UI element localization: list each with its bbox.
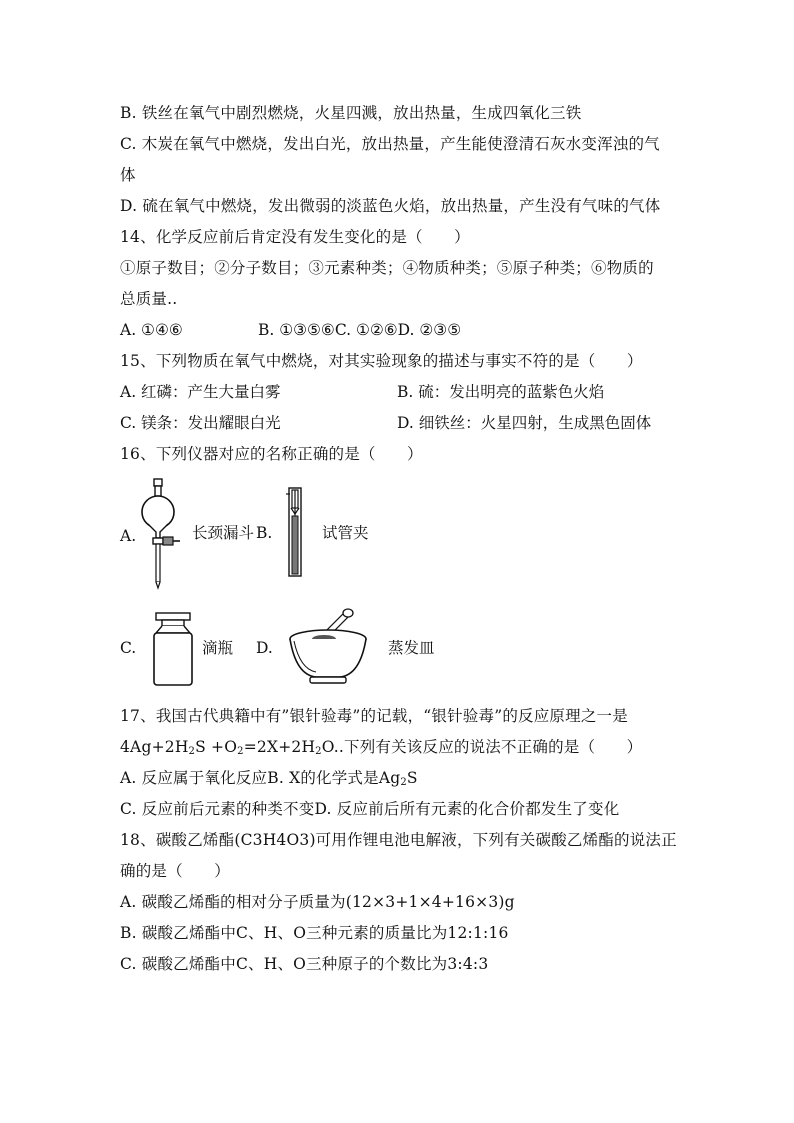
q17-eq-sub: 2 [188, 746, 196, 757]
q18-stem-line1: 18、碳酸乙烯酯(C3H4O3)可用作锂电池电解液，下列有关碳酸乙烯酯的说法正 [120, 831, 677, 849]
q16-stem: 16、下列仪器对应的名称正确的是（ ） [120, 445, 423, 463]
q18-option-b: B. 碳酸乙烯酯中C、H、O三种元素的质量比为12:1:16 [120, 924, 509, 942]
q17-ab-text: A. 反应属于氧化反应B. X的化学式是Ag [120, 769, 401, 787]
q17-eq-part: S +O [195, 738, 238, 756]
q18-option-a: A. 碳酸乙烯酯的相对分子质量为(12×3+1×4+16×3)g [120, 893, 515, 911]
q16-option-b-name: 试管夹 [322, 524, 369, 542]
q15-stem: 15、下列物质在氧气中燃烧，对其实验现象的描述与事实不符的是（ ） [120, 352, 643, 370]
q14-items-line2: 总质量.. [120, 290, 178, 308]
q14-options [120, 320, 720, 340]
q16-option-a-letter: A. [120, 527, 137, 545]
q13-option-d: D. 硫在氧气中燃烧，发出微弱的淡蓝色火焰，放出热量，产生没有气味的气体 [120, 197, 661, 215]
q18-option-c: C. 碳酸乙烯酯中C、H、O三种原子的个数比为3:4:3 [120, 955, 489, 973]
q15-option-d: D. 细铁丝：火星四射，生成黑色固体 [397, 414, 652, 432]
q17-eq-sub: 2 [315, 746, 322, 757]
separatory-funnel-image [140, 476, 190, 591]
q17-eq-part: =2X+2H [243, 738, 316, 756]
q17-eq-sub: 2 [237, 746, 244, 757]
q13-option-c-line1: C. 木炭在氧气中燃烧，发出白光，放出热量，产生能使澄清石灰水变浑浊的气 [120, 135, 660, 153]
q13-option-c-line2: 体 [120, 166, 136, 184]
q14-options-bcd: B. ①③⑤⑥C. ①②⑥D. ②③⑤ [258, 321, 462, 339]
q15-options-row2 [120, 413, 720, 433]
q13-option-b: B. 铁丝在氧气中剧烈燃烧，火星四溅，放出热量，生成四氧化三铁 [120, 104, 582, 122]
q15-option-a: A. 红磷：产生大量白雾 [120, 383, 281, 401]
q15-option-b: B. 硫：发出明亮的蓝紫色火焰 [397, 383, 605, 401]
reagent-bottle-image [148, 611, 198, 689]
q17-equation-line [120, 737, 642, 757]
q16-option-d-letter: D. [256, 639, 273, 657]
q18-stem-line2: 确的是（ ） [120, 862, 230, 880]
q17-options-ab [120, 768, 418, 788]
q14-stem: 14、化学反应前后肯定没有发生变化的是（ ） [120, 228, 470, 246]
q15-option-c: C. 镁条：发出耀眼白光 [120, 414, 281, 432]
q17-eq-part: O..下列有关该反应的说法不正确的是（ ） [321, 738, 643, 756]
q14-option-a: A. ①④⑥ [120, 321, 183, 339]
q16-option-b-letter: B. [256, 524, 273, 542]
test-tube-holder-image [282, 486, 306, 580]
q17-ab-text: S [406, 769, 418, 787]
q15-options-row1 [120, 382, 720, 402]
q16-option-c-letter: C. [120, 639, 137, 657]
q16-option-d-name: 蒸发皿 [388, 639, 435, 657]
q14-items-line1: ①原子数目；②分子数目；③元素种类；④物质种类；⑤原子种类；⑥物质的 [120, 259, 654, 277]
q17-ab-sub: 2 [400, 777, 407, 788]
q16-option-c-name: 滴瓶 [202, 639, 234, 657]
mortar-and-pestle-image [286, 605, 370, 687]
q17-eq-part: 4Ag+2H [120, 738, 189, 756]
q17-stem: 17、我国古代典籍中有”银针验毒”的记载，“银针验毒”的反应原理之一是 [120, 707, 628, 725]
q16-option-a-name: 长颈漏斗 [192, 524, 255, 542]
q17-options-cd: C. 反应前后元素的种类不变D. 反应前后所有元素的化合价都发生了变化 [120, 800, 620, 818]
